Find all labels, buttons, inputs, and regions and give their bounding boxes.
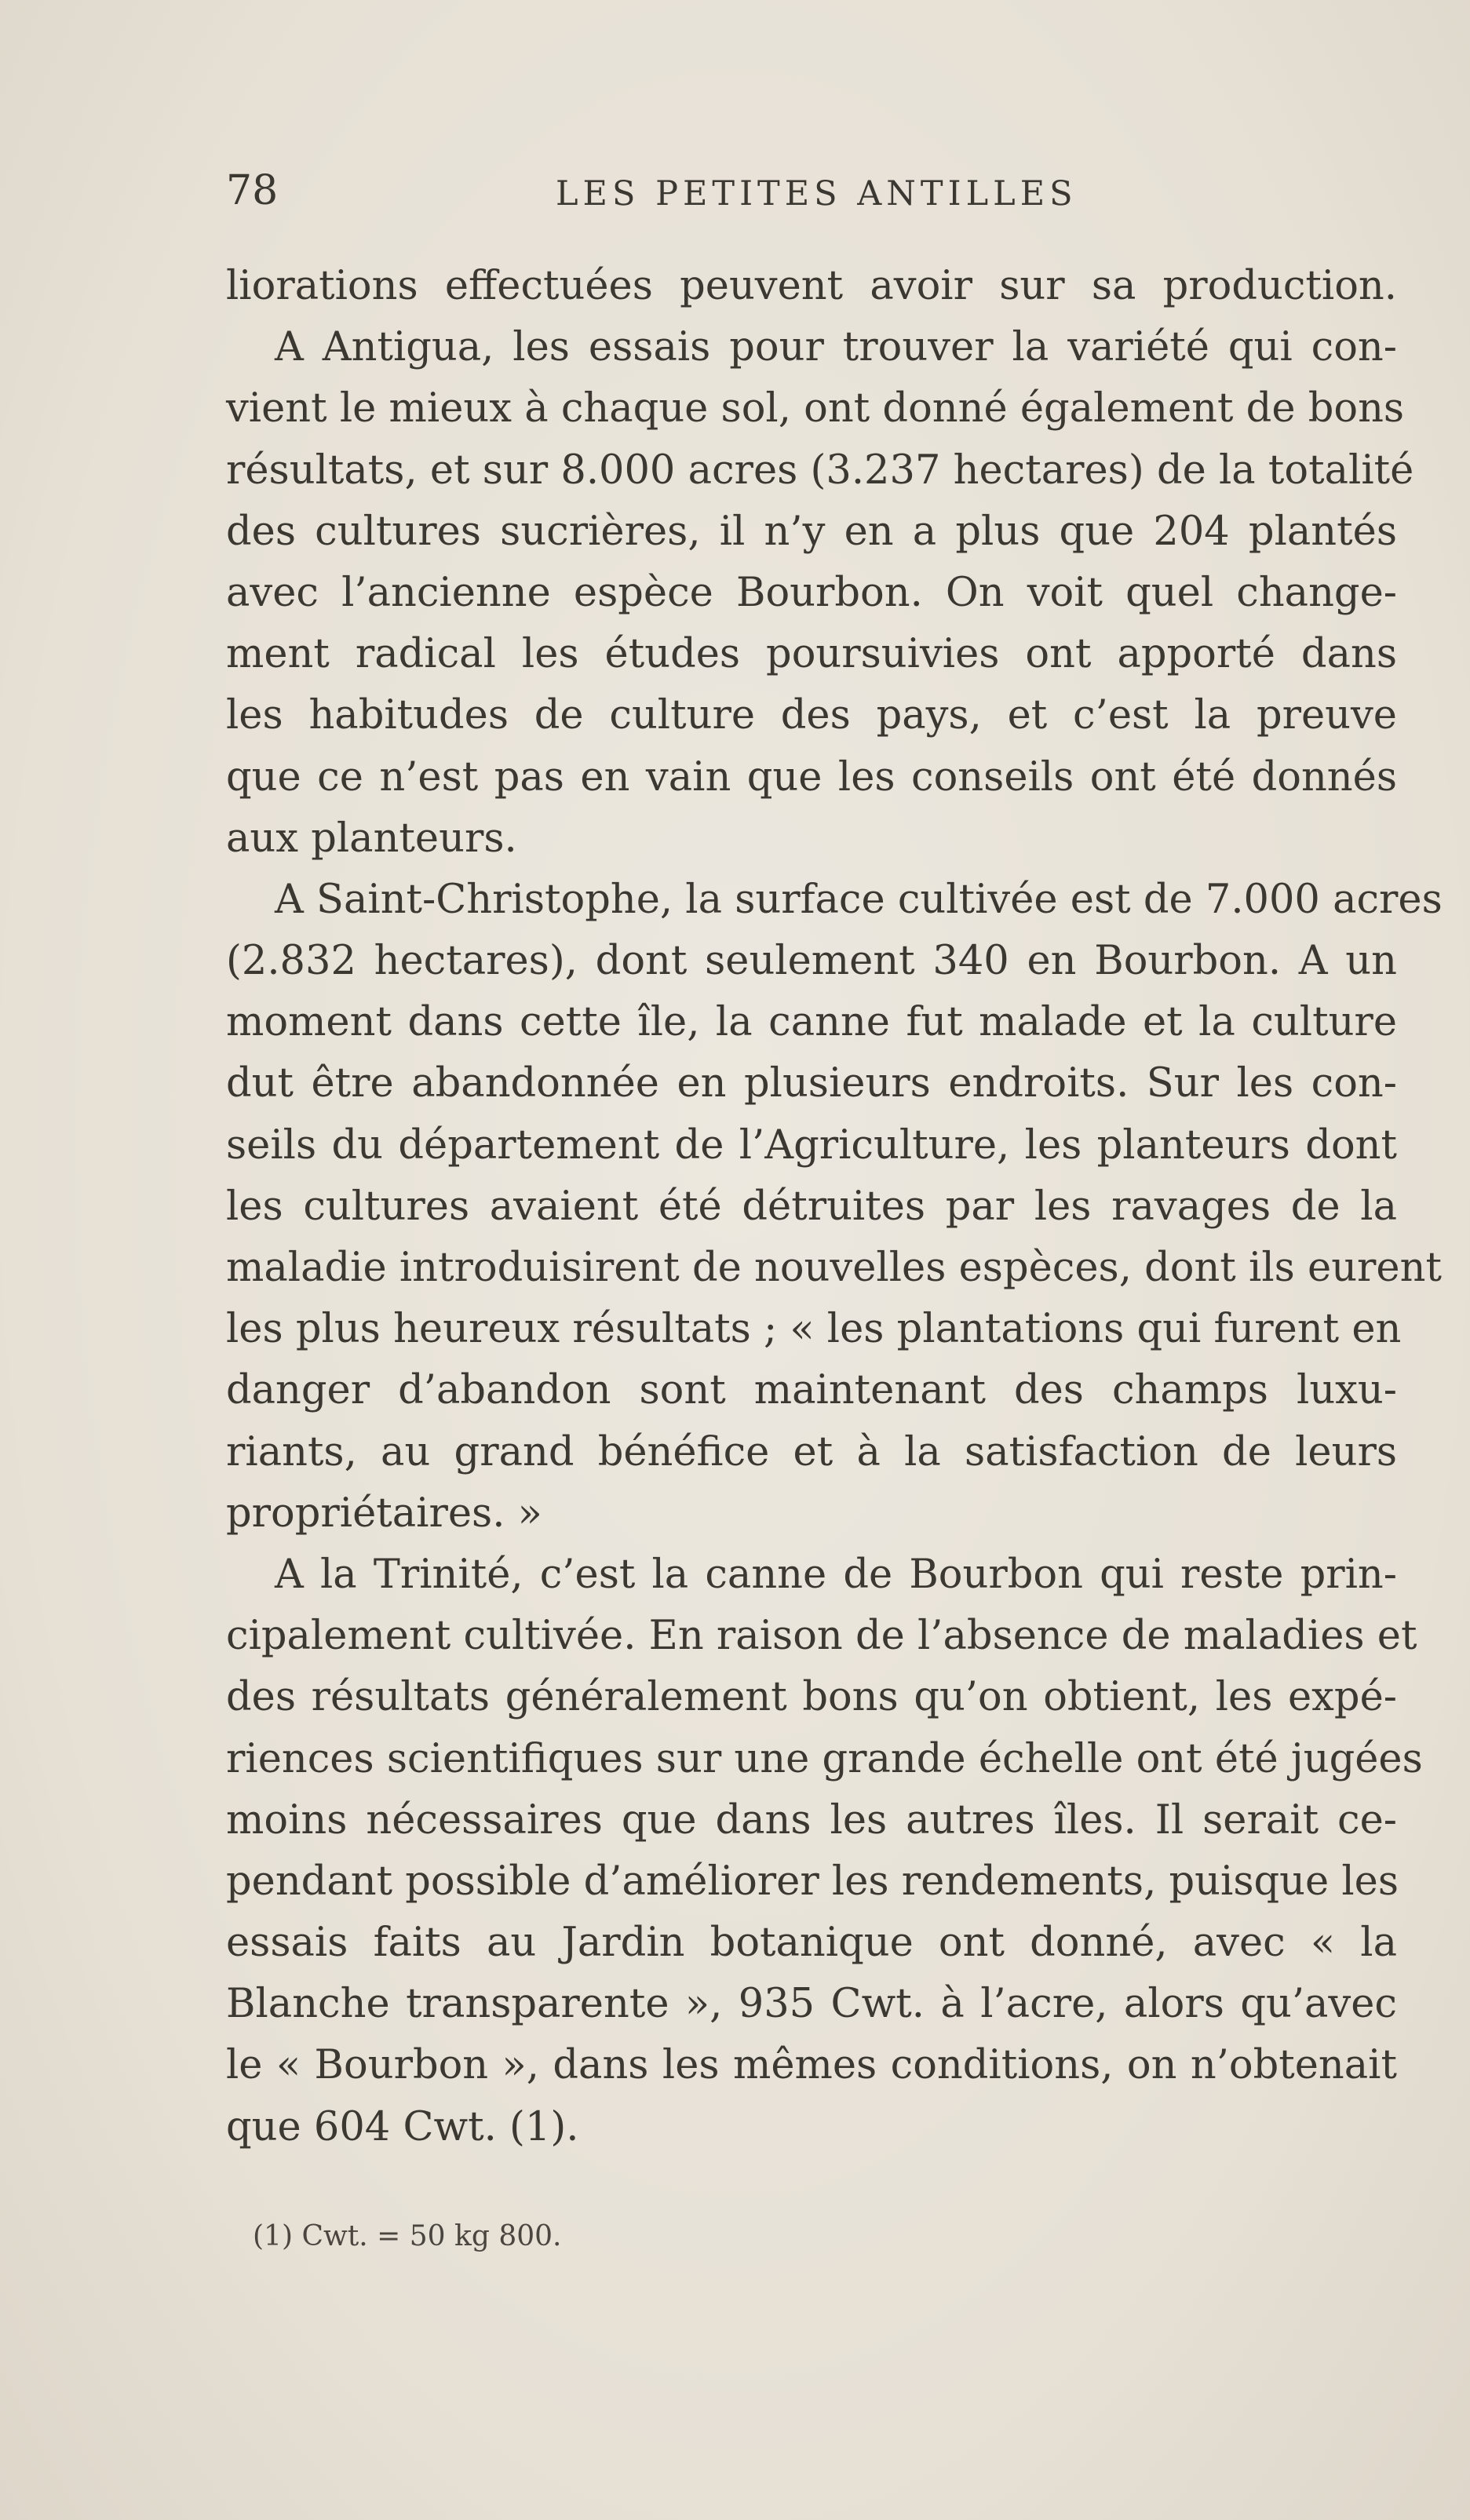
text-line: essais faits au Jardin botanique ont donné, avec « la <box>226 1920 1397 1967</box>
text-line: (2.832 hectares), dont seulement 340 en Bourbon. A un <box>226 938 1397 985</box>
running-title: LES PETITES ANTILLES <box>556 174 1078 213</box>
text-line: aux planteurs. <box>226 815 517 862</box>
text-line: seils du département de l’Agriculture, les planteurs dont <box>226 1121 1397 1169</box>
body-text <box>226 256 1443 2158</box>
text-line: dut être abandonnée en plusieurs endroits. Sur les con- <box>226 1060 1397 1107</box>
text-line: le « Bourbon », dans les mêmes conditions, on n’obtenait <box>226 2042 1397 2089</box>
text-line: moins nécessaires que dans les autres îles. Il serait ce- <box>226 1796 1397 1844</box>
text-line: liorations effectuées peuvent avoir sur sa production. <box>226 263 1397 309</box>
text-line: cipalement cultivée. En raison de l’absence de maladies et <box>226 1613 1417 1660</box>
text-line: des résultats généralement bons qu’on obtient, les expé- <box>226 1674 1397 1721</box>
text-line: les plus heureux résultats ; « les plantations qui furent en <box>226 1306 1402 1353</box>
text-line: riants, au grand bénéfice et à la satisfaction de leurs <box>226 1428 1397 1475</box>
text-line: propriétaires. » <box>226 1490 542 1537</box>
footnote: (1) Cwt. = 50 kg 800. <box>253 2220 562 2252</box>
running-head <box>226 163 1403 218</box>
text-line: vient le mieux à chaque sol, ont donné également de bons <box>226 385 1405 432</box>
text-line: moment dans cette île, la canne fut malade et la culture <box>226 999 1397 1046</box>
text-line: que 604 Cwt. (1). <box>226 2103 579 2150</box>
text-line: pendant possible d’améliorer les rendements, puisque les <box>226 1858 1399 1905</box>
text-line: les habitudes de culture des pays, et c’est la preuve <box>226 692 1397 739</box>
text-line: A Saint-Christophe, la surface cultivée est de 7.000 acres <box>275 876 1443 923</box>
text-line: les cultures avaient été détruites par les ravages de la <box>226 1183 1397 1230</box>
text-line: riences scientifiques sur une grande échelle ont été jugées <box>226 1735 1423 1782</box>
text-line: résultats, et sur 8.000 acres (3.237 hectares) de la totalité <box>226 447 1414 494</box>
text-line: que ce n’est pas en vain que les conseils ont été donnés <box>226 753 1397 800</box>
text-line: A la Trinité, c’est la canne de Bourbon qui reste prin- <box>275 1551 1397 1598</box>
text-line: danger d’abandon sont maintenant des champs luxu- <box>226 1367 1397 1414</box>
text-line: des cultures sucrières, il n’y en a plus que 204 plantés <box>226 508 1397 555</box>
text-line: maladie introduisirent de nouvelles espèces, dont ils eurent <box>226 1245 1442 1291</box>
text-line: avec l’ancienne espèce Bourbon. On voit quel change- <box>226 569 1397 616</box>
text-line: ment radical les études poursuivies ont apporté dans <box>226 631 1397 678</box>
page-number: 78 <box>226 167 279 214</box>
text-line: Blanche transparente », 935 Cwt. à l’acre, alors qu’avec <box>226 1981 1397 2028</box>
text-line: A Antigua, les essais pour trouver la variété qui con- <box>275 324 1397 371</box>
